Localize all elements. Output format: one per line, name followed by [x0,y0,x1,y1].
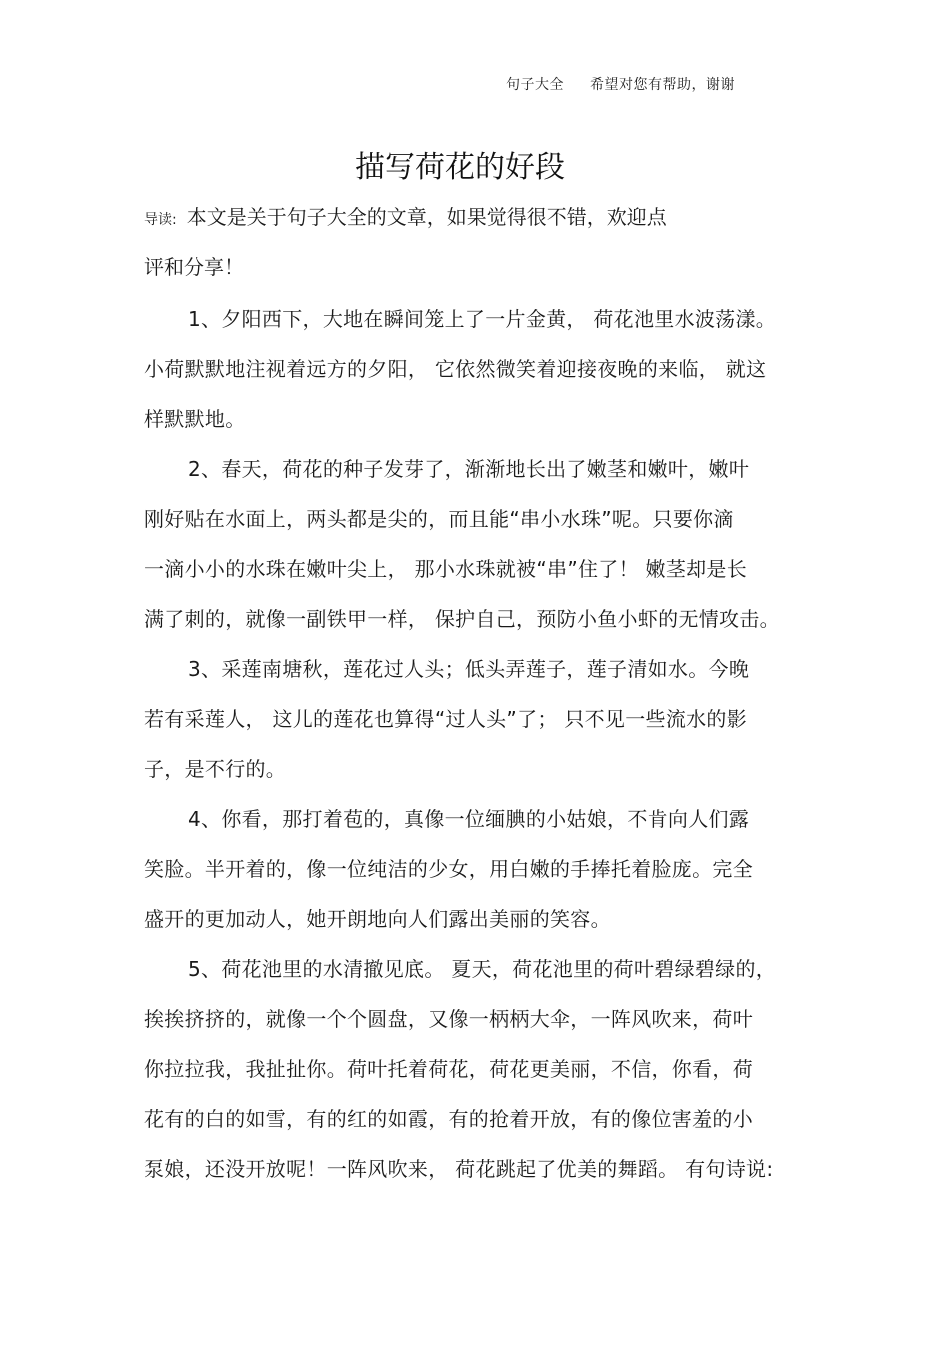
paragraph-line: 一滴小小的水珠在嫩叶尖上， 那小水珠就被“串”住了！ 嫩茎却是长 [144,557,748,581]
paragraph-4 [144,802,824,952]
paragraph-line: 3、采莲南塘秋，莲花过人头；低头弄莲子，莲子清如水。今晚 [188,657,750,681]
paragraph-line: 刚好贴在水面上，两头都是尖的，而且能“串小水珠”呢。只要你滴 [144,507,734,531]
intro-line-1 [144,200,784,250]
article-body [144,302,824,1202]
paragraph-line: 笑脸。半开着的，像一位纯洁的少女，用白嫩的手捧托着脸庞。完全 [144,857,753,881]
paragraph-line: 花有的白的如雪，有的红的如霞，有的抢着开放，有的像位害羞的小 [144,1107,753,1131]
intro-line-2: 评和分享！ [144,255,244,279]
paragraph-line: 样默默地。 [144,407,246,431]
paragraph-line: 盛开的更加动人，她开朗地向人们露出美丽的笑容。 [144,907,611,931]
paragraph-5 [144,952,824,1202]
paragraph-1 [144,302,824,452]
paragraph-line: 子，是不行的。 [144,757,287,781]
paragraph-line: 小荷默默地注视着远方的夕阳， 它依然微笑着迎接夜晚的来临， 就这 [144,357,767,381]
paragraph-line: 2、春天，荷花的种子发芽了，渐渐地长出了嫩茎和嫩叶，嫩叶 [188,457,750,481]
header-left-text: 句子大全 [506,77,564,93]
paragraph-line: 4、你看，那打着苞的，真像一位缅腆的小姑娘，不肯向人们露 [188,807,750,831]
paragraph-line: 满了刺的，就像一副铁甲一样， 保护自己，预防小鱼小虾的无情攻击。 [144,607,780,631]
intro-text-1: 本文是关于句子大全的文章，如果觉得很不错，欢迎点 [186,205,667,229]
paragraph-3 [144,652,824,802]
paragraph-line: 5、荷花池里的水清撤见底。 夏天，荷花池里的荷叶碧绿碧绿的， [188,957,777,981]
page-header [506,74,735,94]
intro-block [144,200,784,300]
paragraph-line: 你拉拉我，我扯扯你。荷叶托着荷花，荷花更美丽，不信，你看，荷 [144,1057,753,1081]
paragraph-line: 若有采莲人， 这儿的莲花也算得“过人头”了； 只不见一些流水的影 [144,707,748,731]
paragraph-2 [144,452,824,652]
header-right-text: 希望对您有帮助，谢谢 [590,77,735,93]
paragraph-line: 1、夕阳西下，大地在瞬间笼上了一片金黄， 荷花池里水波荡漾。 [188,307,777,331]
intro-lead-label: 导读: [144,212,177,228]
paragraph-line: 挨挨挤挤的，就像一个个圆盘，又像一柄柄大伞，一阵风吹来，荷叶 [144,1007,753,1031]
page-title: 描写荷花的好段 [355,150,565,185]
paragraph-line: 泵娘，还没开放呢！一阵风吹来， 荷花跳起了优美的舞蹈。 有句诗说: [144,1157,774,1181]
